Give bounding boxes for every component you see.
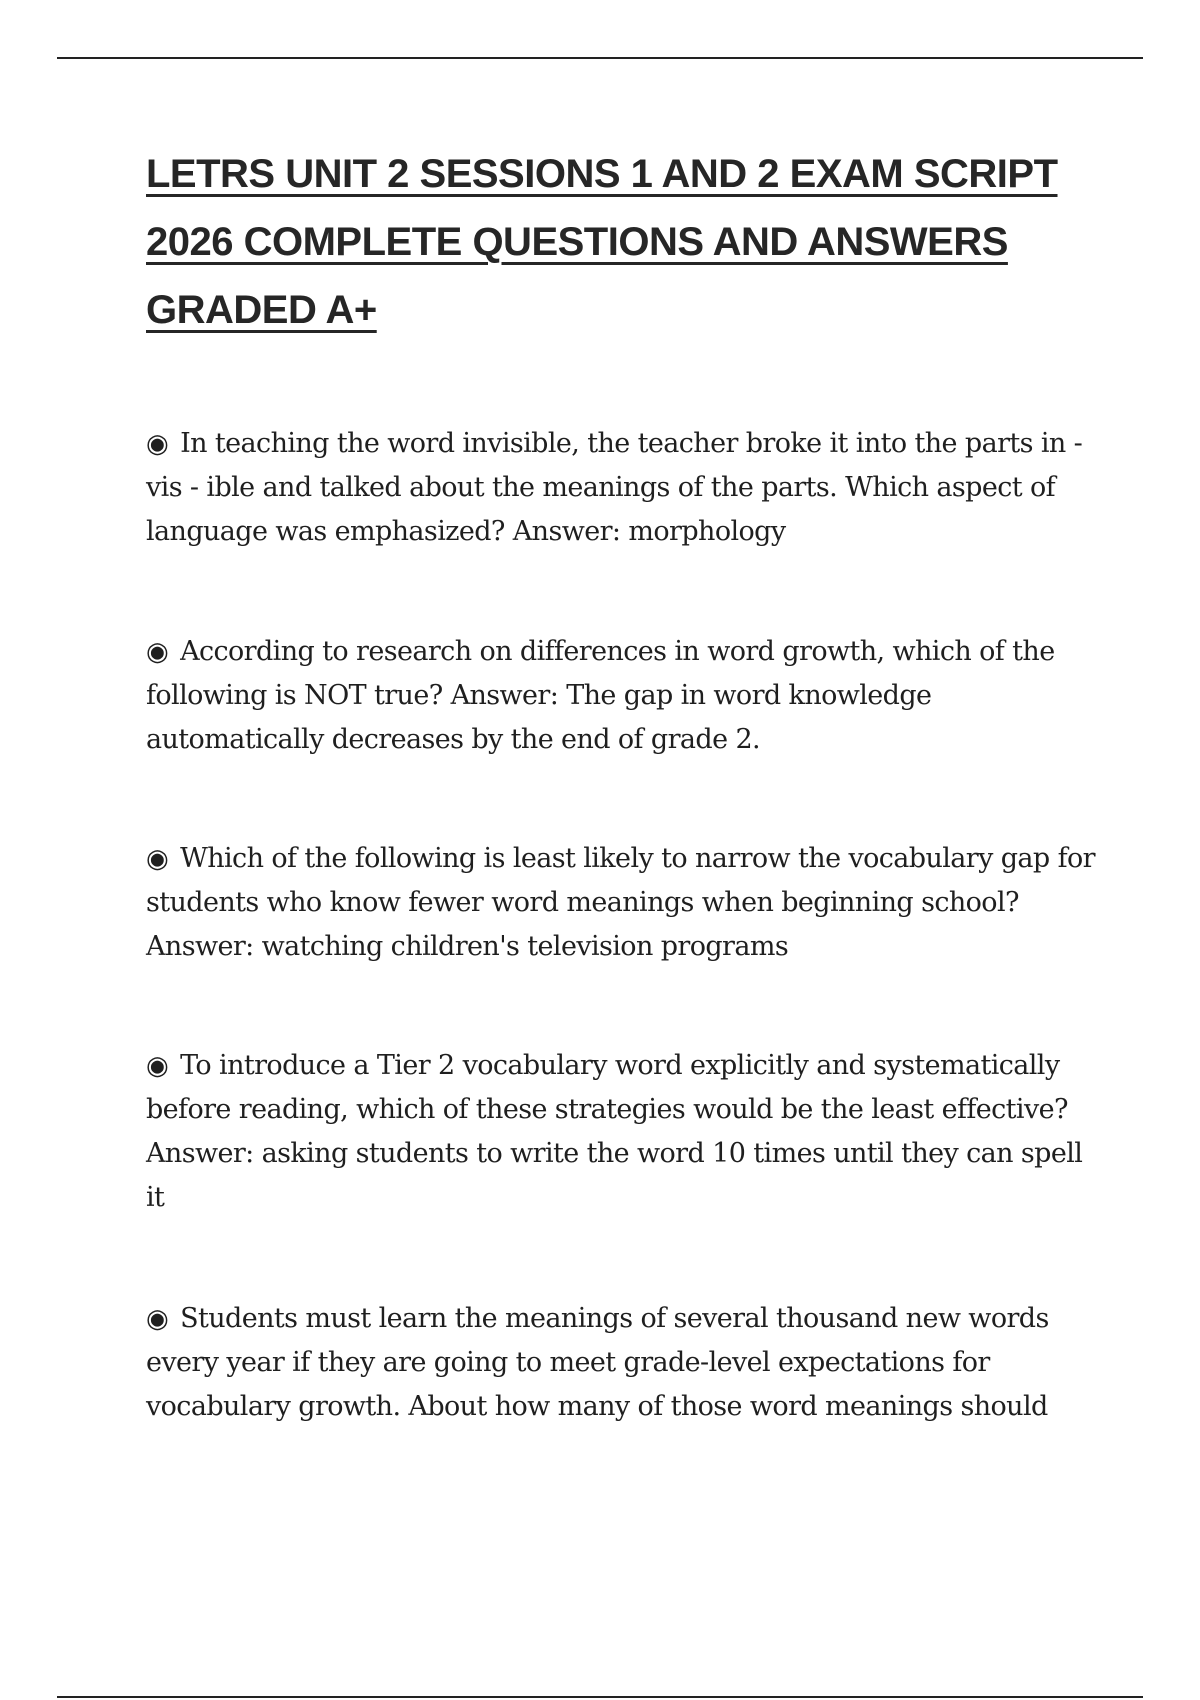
bullet-icon: ◉ bbox=[146, 1304, 169, 1334]
qa-item bbox=[146, 1044, 1096, 1220]
bullet-icon: ◉ bbox=[146, 1051, 169, 1081]
bottom-divider bbox=[57, 1696, 1143, 1698]
document-title: LETRS UNIT 2 SESSIONS 1 AND 2 EXAM SCRIPT 2026 COMPLETE QUESTIONS AND ANSWERS GRADED A+ bbox=[146, 152, 1058, 332]
qa-text: In teaching the word invisible, the teacher broke it into the parts in - vis - ible and talked about the meanings of the parts. Which aspect of language was emphasized? Answer: morphology bbox=[146, 428, 1083, 547]
bullet-icon: ◉ bbox=[146, 429, 169, 459]
qa-text: Students must learn the meanings of several thousand new words every year if they are going to meet grade-level expectations for vocabulary growth. About how many of those word meanings should bbox=[146, 1303, 1049, 1422]
qa-item bbox=[146, 630, 1096, 762]
qa-item bbox=[146, 1297, 1096, 1429]
qa-item bbox=[146, 837, 1096, 969]
qa-text: According to research on differences in word growth, which of the following is NOT true? Answer: The gap in word knowledge automatically decreases by the end of grade 2. bbox=[146, 636, 1055, 755]
qa-text: To introduce a Tier 2 vocabulary word explicitly and systematically before reading, which of these strategies would be the least effective? Answer: asking students to write the word 10 times until they can spell it bbox=[146, 1050, 1083, 1213]
bullet-icon: ◉ bbox=[146, 844, 169, 874]
qa-text: Which of the following is least likely to narrow the vocabulary gap for students who know fewer word meanings when beginning school? Answer: watching children's television programs bbox=[146, 843, 1095, 962]
top-divider bbox=[57, 57, 1143, 59]
bullet-icon: ◉ bbox=[146, 637, 169, 667]
qa-item bbox=[146, 422, 1096, 554]
